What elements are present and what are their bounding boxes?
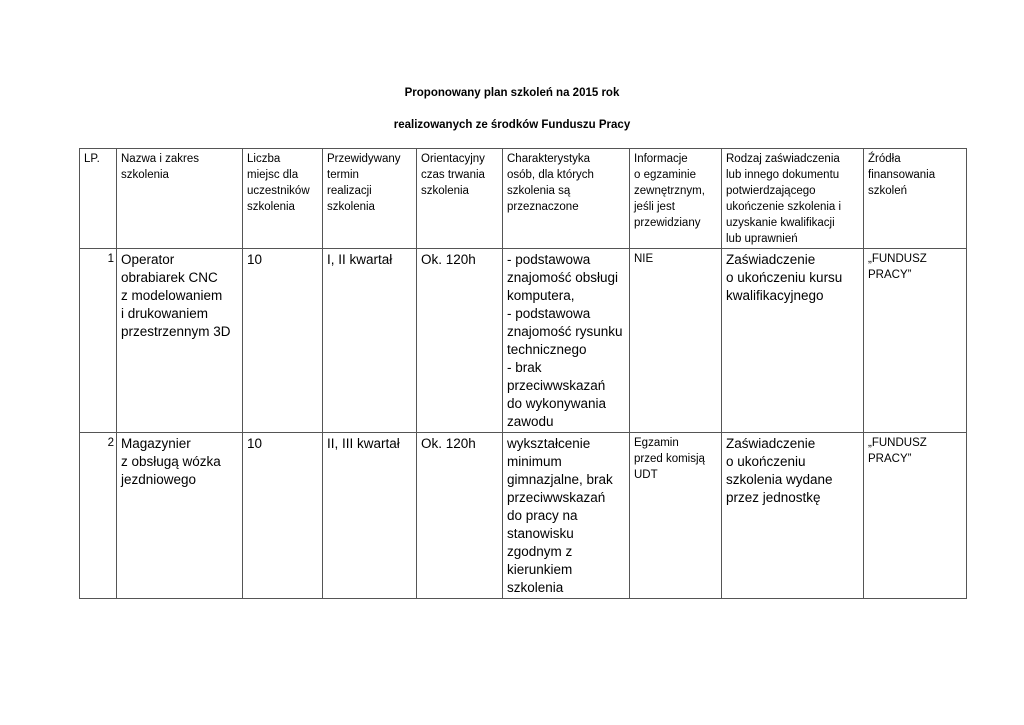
row-funding: „FUNDUSZ PRACY”: [864, 433, 967, 599]
row-exam: NIE: [630, 249, 722, 433]
row-places: 10: [243, 249, 323, 433]
header-term: Przewidywany termin realizacji szkolenia: [323, 149, 417, 249]
row-funding: „FUNDUSZ PRACY”: [864, 249, 967, 433]
row-term: II, III kwartał: [323, 433, 417, 599]
document-subtitle: realizowanych ze środków Funduszu Pracy: [393, 119, 631, 131]
header-row: [80, 149, 967, 249]
header-lp: LP.: [80, 149, 117, 249]
header-exam: Informacje o egzaminie zewnętrznym, jeśli jest przewidziany: [630, 149, 722, 249]
header-characteristics: Charakterystyka osób, dla których szkolenia są przeznaczone: [503, 149, 630, 249]
row-name: Magazynier z obsługą wózka jezdniowego: [117, 433, 243, 599]
row-characteristics: wykształcenie minimum gimnazjalne, brak przeciwwskazań do pracy na stanowisku zgodnym z kierunkiem szkolenia: [503, 433, 630, 599]
header-certificate: Rodzaj zaświadczenia lub innego dokumentu potwierdzającego ukończenie szkolenia i uzyskanie kwalifikacji lub uprawnień: [722, 149, 864, 249]
table-row: [80, 249, 967, 433]
document-title: Proponowany plan szkoleń na 2015 rok: [404, 87, 620, 99]
row-name: Operator obrabiarek CNC z modelowaniem i drukowaniem przestrzennym 3D: [117, 249, 243, 433]
header-places: Liczba miejsc dla uczestników szkolenia: [243, 149, 323, 249]
row-duration: Ok. 120h: [417, 433, 503, 599]
row-duration: Ok. 120h: [417, 249, 503, 433]
header-name: Nazwa i zakres szkolenia: [117, 149, 243, 249]
row-certificate: Zaświadczenie o ukończeniu kursu kwalifikacyjnego: [722, 249, 864, 433]
row-certificate: Zaświadczenie o ukończeniu szkolenia wydane przez jednostkę: [722, 433, 864, 599]
row-exam: Egzamin przed komisją UDT: [630, 433, 722, 599]
row-places: 10: [243, 433, 323, 599]
training-plan-table: [79, 148, 967, 599]
row-lp: 1: [80, 249, 117, 433]
table-row: [80, 433, 967, 599]
row-characteristics: - podstawowa znajomość obsługi komputera, - podstawowa znajomość rysunku technicznego - brak przeciwwskazań do wykonywania zawodu: [503, 249, 630, 433]
header-duration: Orientacyjny czas trwania szkolenia: [417, 149, 503, 249]
row-term: I, II kwartał: [323, 249, 417, 433]
row-lp: 2: [80, 433, 117, 599]
header-funding: Źródła finansowania szkoleń: [864, 149, 967, 249]
